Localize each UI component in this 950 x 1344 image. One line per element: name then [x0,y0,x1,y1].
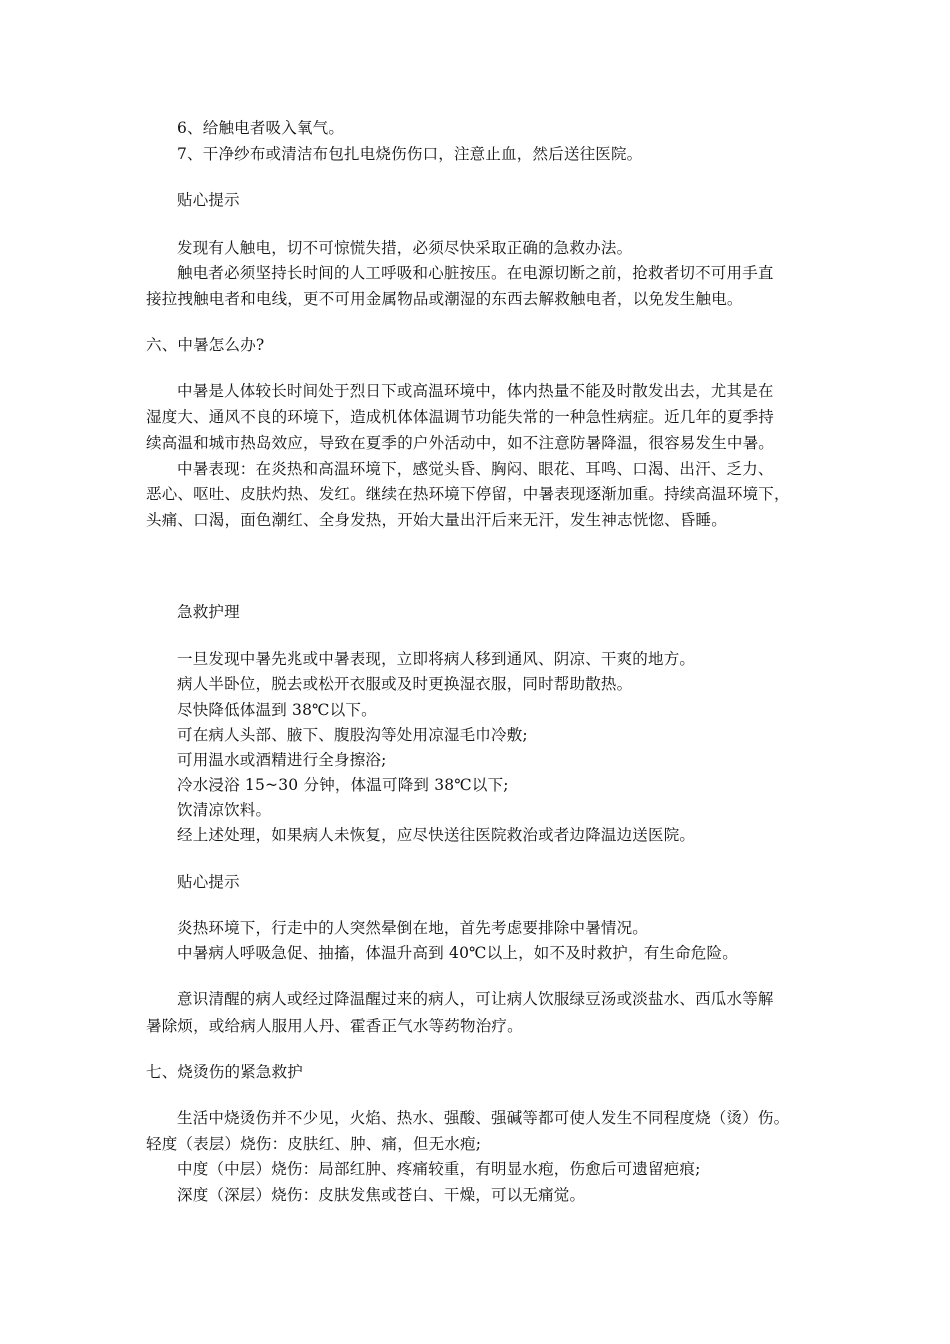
paragraph-line: 续高温和城市热岛效应，导致在夏季的户外活动中，如不注意防暑降温，很容易发生中暑。 [146,434,775,452]
first-aid-heading: 急救护理 [177,603,240,621]
paragraph-line: 中度（中层）烧伤：局部红肿、疼痛较重，有明显水疱，伤愈后可遗留疤痕; [177,1160,701,1178]
paragraph-line: 接拉拽触电者和电线，更不可用金属物品或潮湿的东西去解救触电者，以免发生触电。 [146,290,743,308]
list-item: 可用温水或酒精进行全身擦浴; [177,751,387,769]
list-item: 冷水浸浴 15~30 分钟，体温可降到 38℃以下; [177,776,509,794]
section-heading-heatstroke: 六、中暑怎么办? [146,336,265,354]
paragraph-line: 中暑病人呼吸急促、抽搐，体温升高到 40℃以上，如不及时救护，有生命危险。 [177,944,738,962]
list-item: 经上述处理，如果病人未恢复，应尽快送往医院救治或者边降温边送医院。 [177,826,696,844]
paragraph-line: 恶心、呕吐、皮肤灼热、发红。继续在热环境下停留，中暑表现逐渐加重。持续高温环境下， [146,485,790,503]
list-item: 尽快降低体温到 38℃以下。 [177,701,377,719]
paragraph-line: 中暑表现：在炎热和高温环境下，感觉头昏、胸闷、眼花、耳鸣、口渴、出汗、乏力、 [177,460,774,478]
list-item: 可在病人头部、腋下、腹股沟等处用凉湿毛巾冷敷; [177,726,528,744]
list-item: 病人半卧位，脱去或松开衣服或及时更换湿衣服，同时帮助散热。 [177,675,633,693]
paragraph-line: 深度（深层）烧伤：皮肤发焦或苍白、干燥，可以无痛觉。 [177,1186,586,1204]
paragraph-line: 发现有人触电，切不可惊慌失措，必须尽快采取正确的急救办法。 [177,239,633,257]
paragraph-line: 触电者必须坚持长时间的人工呼吸和心脏按压。在电源切断之前，抢救者切不可用手直 [177,264,774,282]
tip-heading: 贴心提示 [177,191,240,209]
tip-heading: 贴心提示 [177,873,240,891]
list-item: 饮清凉饮料。 [177,801,272,819]
paragraph-line: 头痛、口渴，面色潮红、全身发热，开始大量出汗后来无汗，发生神志恍惚、昏睡。 [146,511,727,529]
paragraph-line: 暑除烦，或给病人服用人丹、霍香正气水等药物治疗。 [146,1017,523,1035]
list-item: 一旦发现中暑先兆或中暑表现，立即将病人移到通风、阴凉、干爽的地方。 [177,650,696,668]
paragraph-line: 湿度大、通风不良的环境下，造成机体体温调节功能失常的一种急性病症。近几年的夏季持 [146,408,775,426]
section-heading-burns: 七、烧烫伤的紧急救护 [146,1063,304,1081]
paragraph-line: 中暑是人体较长时间处于烈日下或高温环境中，体内热量不能及时散发出去，尤其是在 [177,382,774,400]
list-item-oxygen: 6、给触电者吸入氧气。 [177,119,345,137]
paragraph-line: 轻度（表层）烧伤：皮肤红、肿、痛，但无水疱; [146,1135,482,1153]
list-item-bandage: 7、干净纱布或清洁布包扎电烧伤伤口，注意止血，然后送往医院。 [177,145,643,163]
paragraph-line: 意识清醒的病人或经过降温醒过来的病人，可让病人饮服绿豆汤或淡盐水、西瓜水等解 [177,990,774,1008]
paragraph-line: 炎热环境下，行走中的人突然晕倒在地，首先考虑要排除中暑情况。 [177,919,649,937]
paragraph-line: 生活中烧烫伤并不少见，火焰、热水、强酸、强碱等都可使人发生不同程度烧（烫）伤。 [177,1109,790,1127]
